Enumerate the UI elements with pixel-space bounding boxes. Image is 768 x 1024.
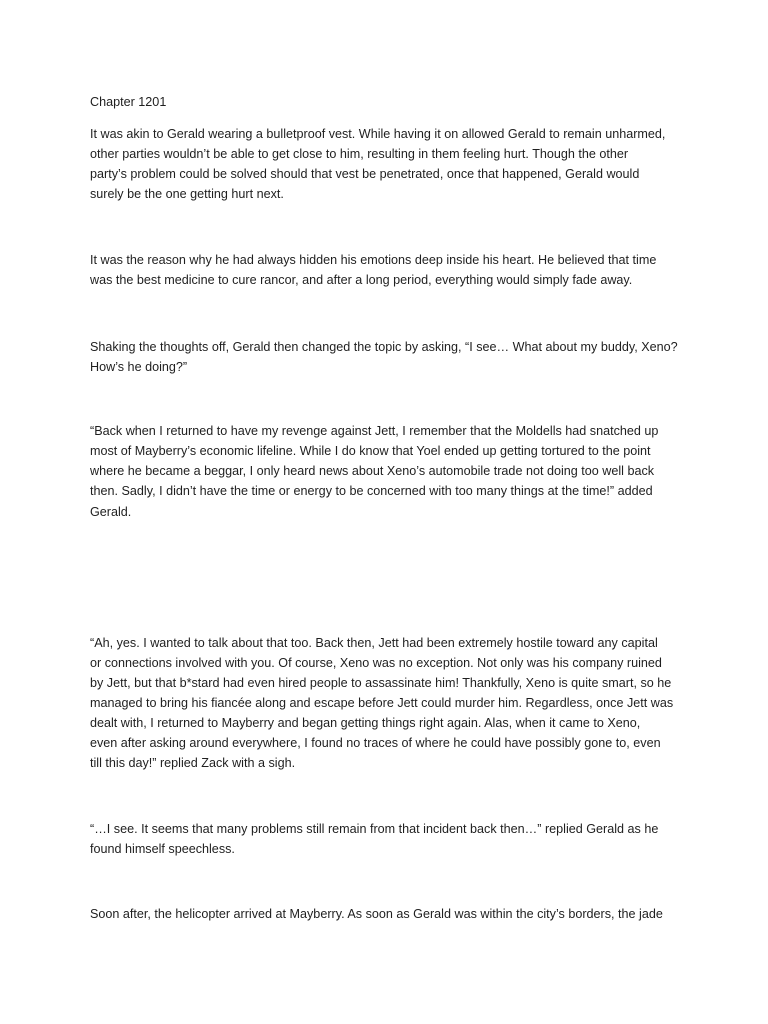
text-line: How’s he doing?” bbox=[90, 360, 188, 374]
chapter-title: Chapter 1201 bbox=[90, 95, 167, 109]
text-line: It was the reason why he had always hidden his emotions deep inside his heart. He believed that time bbox=[90, 253, 657, 267]
text-line: “…I see. It seems that many problems still remain from that incident back then…” replied Gerald as he bbox=[90, 822, 659, 836]
text-line: dealt with, I returned to Mayberry and began getting things right again. Alas, when it came to Xeno, bbox=[90, 716, 641, 730]
text-line: was the best medicine to cure rancor, and after a long period, everything would simply fade away. bbox=[90, 273, 633, 287]
text-line: most of Mayberry’s economic lifeline. While I do know that Yoel ended up getting tortured to the point bbox=[90, 444, 651, 458]
text-line: till this day!” replied Zack with a sigh. bbox=[90, 756, 296, 770]
text-line: Gerald. bbox=[90, 505, 132, 519]
text-line: party’s problem could be solved should that vest be penetrated, once that happened, Gerald would bbox=[90, 167, 640, 181]
text-line: other parties wouldn’t be able to get close to him, resulting in them feeling hurt. Though the other bbox=[90, 147, 629, 161]
text-line: where he became a beggar, I only heard news about Xeno’s automobile trade not doing too well back bbox=[90, 464, 655, 478]
text-line: managed to bring his fiancée along and escape before Jett could murder him. Regardless, once Jett was bbox=[90, 696, 674, 710]
text-line: Soon after, the helicopter arrived at Mayberry. As soon as Gerald was within the city’s borders, the jade bbox=[90, 907, 663, 921]
text-line: or connections involved with you. Of course, Xeno was no exception. Not only was his company ruined bbox=[90, 656, 662, 670]
text-line: “Ah, yes. I wanted to talk about that too. Back then, Jett had been extremely hostile toward any capital bbox=[90, 636, 658, 650]
text-line: then. Sadly, I didn’t have the time or energy to be concerned with too many things at the time!” added bbox=[90, 484, 653, 498]
text-line: “Back when I returned to have my revenge against Jett, I remember that the Moldells had snatched up bbox=[90, 424, 659, 438]
text-line: by Jett, but that b*stard had even hired people to assassinate him! Thankfully, Xeno is quite smart, so he bbox=[90, 676, 672, 690]
text-line: It was akin to Gerald wearing a bulletproof vest. While having it on allowed Gerald to remain unharmed, bbox=[90, 127, 666, 141]
text-line: found himself speechless. bbox=[90, 842, 235, 856]
text-line: even after asking around everywhere, I found no traces of where he could have possibly gone to, even bbox=[90, 736, 661, 750]
text-line: surely be the one getting hurt next. bbox=[90, 187, 284, 201]
text-line: Shaking the thoughts off, Gerald then changed the topic by asking, “I see… What about my buddy, Xeno? bbox=[90, 340, 678, 354]
